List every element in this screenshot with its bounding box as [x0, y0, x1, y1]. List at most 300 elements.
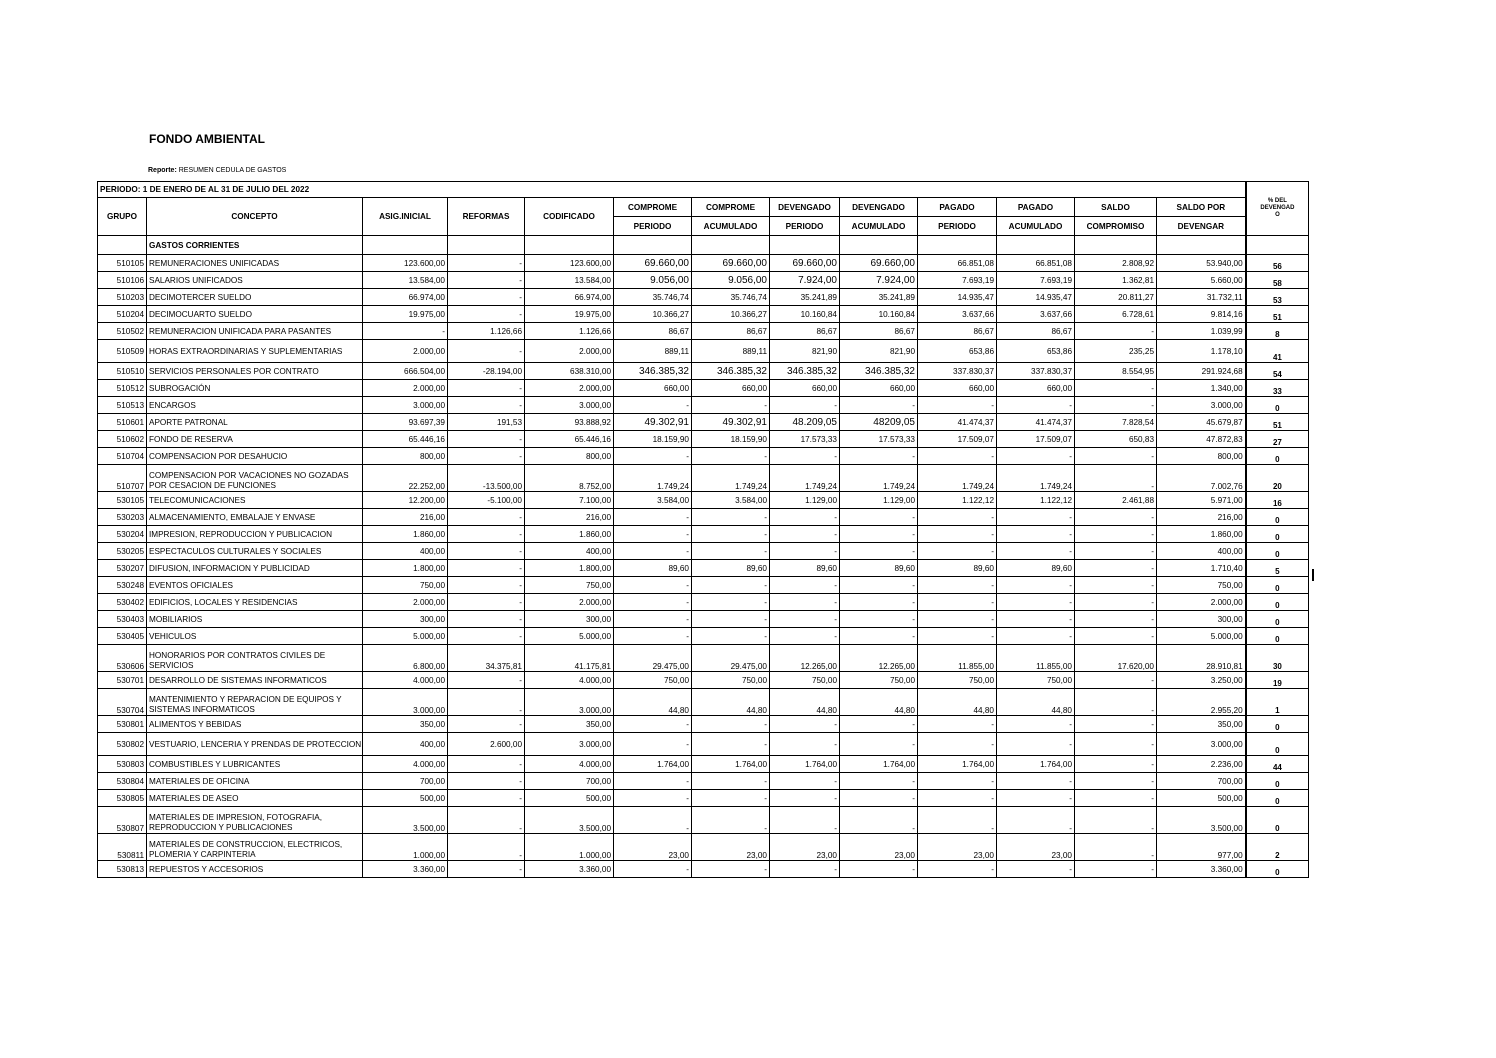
cell-dev-per: - [770, 790, 840, 807]
table-row [98, 543, 1309, 560]
cell-concepto: MATERIALES DE ASEO [147, 790, 363, 807]
cell-codificado: 1.000,00 [525, 834, 614, 861]
cell-reformas: - [448, 689, 525, 716]
cell-pct: 53 [1246, 289, 1309, 306]
cell-concepto: MATERIALES DE IMPRESION, FOTOGRAFIA, REPRODUCCION Y PUBLICACIONES [147, 807, 363, 834]
cell-concepto: COMPENSACION POR DESAHUCIO [147, 448, 363, 465]
cell-asig: 6.800,00 [363, 645, 448, 672]
cell-comp-acu: 23,00 [692, 834, 770, 861]
cell-comp-acu: - [692, 733, 770, 756]
cell-saldo-dev: 53.940,00 [1157, 255, 1246, 272]
cell-codificado: 700,00 [525, 773, 614, 790]
cell-dev-per: - [770, 448, 840, 465]
col-pag-per-2: PERIODO [918, 217, 997, 236]
cell-comp-acu: 1.764,00 [692, 756, 770, 773]
cell-codificado: 3.000,00 [525, 689, 614, 716]
cell-saldo-comp: - [1075, 380, 1157, 397]
cell-grupo: 530207 [98, 560, 147, 577]
cell-comp-acu: 346.385,32 [692, 363, 770, 380]
cell-saldo-comp: 235,25 [1075, 340, 1157, 363]
cell-pct: 0 [1246, 543, 1309, 560]
cell-pag-acu: - [997, 526, 1075, 543]
cell-pag-acu: 23,00 [997, 834, 1075, 861]
cell-pag-per: - [918, 509, 997, 526]
cell-dev-acu: - [840, 773, 918, 790]
cell-concepto: FONDO DE RESERVA [147, 431, 363, 448]
cell-reformas: - [448, 773, 525, 790]
cell-pag-acu: - [997, 773, 1075, 790]
cell-grupo: 510502 [98, 323, 147, 340]
cell-asig: 2.000,00 [363, 380, 448, 397]
col-saldo-comp-2: COMPROMISO [1075, 217, 1157, 236]
cell-dev-acu: 821,90 [840, 340, 918, 363]
cell-comp-per: 44,80 [614, 689, 692, 716]
cell-pag-per: 1.764,00 [918, 756, 997, 773]
cell-asig: 66.974,00 [363, 289, 448, 306]
cell-concepto: HONORARIOS POR CONTRATOS CIVILES DE SERVICIOS [147, 645, 363, 672]
cell-pct: 0 [1246, 526, 1309, 543]
col-saldo-comp-1: SALDO [1075, 198, 1157, 217]
cell-concepto: COMBUSTIBLES Y LUBRICANTES [147, 756, 363, 773]
cell-saldo-dev: 216,00 [1157, 509, 1246, 526]
cell-codificado: 638.310,00 [525, 363, 614, 380]
cell-pag-per: - [918, 773, 997, 790]
cell-comp-acu: 18.159,90 [692, 431, 770, 448]
table-row [98, 255, 1309, 272]
cell-comp-per: - [614, 790, 692, 807]
cell-grupo: 530801 [98, 716, 147, 733]
cell-concepto: DECIMOCUARTO SUELDO [147, 306, 363, 323]
col-comp-per-1: COMPROME [614, 198, 692, 217]
col-reformas: REFORMAS [448, 198, 525, 236]
cell-comp-acu: - [692, 526, 770, 543]
cell-asig: 2.000,00 [363, 340, 448, 363]
table-row [98, 716, 1309, 733]
cell-codificado: 123.600,00 [525, 255, 614, 272]
cell-saldo-dev: 750,00 [1157, 577, 1246, 594]
cell-codificado: 4.000,00 [525, 756, 614, 773]
cell-pag-acu: 1.122,12 [997, 492, 1075, 509]
cell-dev-per: 1.749,24 [770, 465, 840, 492]
cell-saldo-dev: 400,00 [1157, 543, 1246, 560]
cell-pct: 20 [1246, 465, 1309, 492]
cell-pct: 0 [1246, 594, 1309, 611]
table-row [98, 397, 1309, 414]
cell-pag-per: - [918, 716, 997, 733]
cell-saldo-comp: 8.554,95 [1075, 363, 1157, 380]
cell-comp-per: 29.475,00 [614, 645, 692, 672]
cell-concepto: EDIFICIOS, LOCALES Y RESIDENCIAS [147, 594, 363, 611]
cell-grupo: 530701 [98, 672, 147, 689]
cell-grupo: 530813 [98, 861, 147, 878]
table-row [98, 526, 1309, 543]
table-row [98, 363, 1309, 380]
cell-pct: 16 [1246, 492, 1309, 509]
cell-pag-per: 3.637,66 [918, 306, 997, 323]
cell-asig: 19.975,00 [363, 306, 448, 323]
cell-reformas: - [448, 756, 525, 773]
cell-codificado: 750,00 [525, 577, 614, 594]
cell-concepto: REPUESTOS Y ACCESORIOS [147, 861, 363, 878]
cell-saldo-comp: - [1075, 861, 1157, 878]
cell-pag-per: - [918, 543, 997, 560]
cell-dev-acu: - [840, 509, 918, 526]
cell-comp-per: 1.764,00 [614, 756, 692, 773]
cell-dev-per: 48.209,05 [770, 414, 840, 431]
cell-dev-acu: 660,00 [840, 380, 918, 397]
cell-dev-per: 12.265,00 [770, 645, 840, 672]
cell-saldo-dev: 500,00 [1157, 790, 1246, 807]
cell-grupo: 530803 [98, 756, 147, 773]
cell-grupo: 530805 [98, 790, 147, 807]
cell-saldo-comp: 2.808,92 [1075, 255, 1157, 272]
cell-reformas: - [448, 672, 525, 689]
cell-asig: 3.500,00 [363, 807, 448, 834]
cell-pct: 0 [1246, 397, 1309, 414]
cell-pag-acu: 337.830,37 [997, 363, 1075, 380]
cell-grupo: 510704 [98, 448, 147, 465]
cell-saldo-dev: 977,00 [1157, 834, 1246, 861]
cell-asig: 123.600,00 [363, 255, 448, 272]
cell-dev-acu: - [840, 733, 918, 756]
cell-saldo-comp: - [1075, 807, 1157, 834]
cell-saldo-dev: 300,00 [1157, 611, 1246, 628]
cell-comp-per: 49.302,91 [614, 414, 692, 431]
cell-dev-acu: - [840, 526, 918, 543]
cell-saldo-comp: 2.461,88 [1075, 492, 1157, 509]
cell-grupo: 510106 [98, 272, 147, 289]
cell-dev-per: - [770, 594, 840, 611]
cell-dev-acu: - [840, 790, 918, 807]
section-label: GASTOS CORRIENTES [147, 236, 363, 255]
cell-concepto: DIFUSION, INFORMACION Y PUBLICIDAD [147, 560, 363, 577]
cell-concepto: SERVICIOS PERSONALES POR CONTRATO [147, 363, 363, 380]
pct-header-3: O [1275, 212, 1280, 218]
cell-grupo: 510203 [98, 289, 147, 306]
cell-comp-per: 18.159,90 [614, 431, 692, 448]
cell-saldo-dev: 700,00 [1157, 773, 1246, 790]
cell-dev-acu: - [840, 861, 918, 878]
cell-grupo: 510510 [98, 363, 147, 380]
table-row [98, 689, 1309, 716]
cell-comp-acu: - [692, 716, 770, 733]
cell-grupo: 530704 [98, 689, 147, 716]
cell-comp-per: - [614, 807, 692, 834]
cell-comp-acu: - [692, 611, 770, 628]
cell-codificado: 3.500,00 [525, 807, 614, 834]
cell-pag-per: 66.851,08 [918, 255, 997, 272]
cell-grupo: 510707 [98, 465, 147, 492]
cell-dev-per: 7.924,00 [770, 272, 840, 289]
cell-asig: 2.000,00 [363, 594, 448, 611]
cursor-mark [1312, 569, 1314, 581]
cell-dev-per: 89,60 [770, 560, 840, 577]
cell-concepto: MOBILIARIOS [147, 611, 363, 628]
cell-concepto: EVENTOS OFICIALES [147, 577, 363, 594]
cell-dev-acu: - [840, 628, 918, 645]
cell-pag-acu: - [997, 716, 1075, 733]
cell-comp-acu: 49.302,91 [692, 414, 770, 431]
cell-reformas: - [448, 790, 525, 807]
cell-saldo-comp: 20.811,27 [1075, 289, 1157, 306]
cell-comp-per: - [614, 577, 692, 594]
cell-dev-acu: - [840, 611, 918, 628]
cell-pag-acu: - [997, 790, 1075, 807]
table-row [98, 431, 1309, 448]
col-concepto: CONCEPTO [147, 198, 363, 236]
cell-reformas: - [448, 716, 525, 733]
cell-pct: 0 [1246, 577, 1309, 594]
table-row [98, 773, 1309, 790]
cell-dev-per: - [770, 543, 840, 560]
expense-table [97, 181, 1309, 878]
cell-asig: 22.252,00 [363, 465, 448, 492]
cell-comp-acu: 889,11 [692, 340, 770, 363]
table-row [98, 628, 1309, 645]
cell-concepto: TELECOMUNICACIONES [147, 492, 363, 509]
cell-dev-per: - [770, 577, 840, 594]
cell-saldo-dev: 1.039,99 [1157, 323, 1246, 340]
cell-comp-acu: 86,67 [692, 323, 770, 340]
cell-concepto: ENCARGOS [147, 397, 363, 414]
pct-header-2: DEVENGAD [1260, 205, 1295, 211]
cell-concepto: DESARROLLO DE SISTEMAS INFORMATICOS [147, 672, 363, 689]
cell-saldo-comp: - [1075, 773, 1157, 790]
cell-reformas: - [448, 397, 525, 414]
table-row [98, 492, 1309, 509]
cell-comp-acu: 750,00 [692, 672, 770, 689]
table-row [98, 306, 1309, 323]
cell-grupo: 530105 [98, 492, 147, 509]
cell-pag-acu: 14.935,47 [997, 289, 1075, 306]
cell-codificado: 93.888,92 [525, 414, 614, 431]
cell-concepto: ESPECTACULOS CULTURALES Y SOCIALES [147, 543, 363, 560]
table-row [98, 645, 1309, 672]
cell-pct: 51 [1246, 306, 1309, 323]
cell-concepto: VEHICULOS [147, 628, 363, 645]
cell-dev-acu: 346.385,32 [840, 363, 918, 380]
col-asig: ASIG.INICIAL [363, 198, 448, 236]
table-row [98, 272, 1309, 289]
cell-saldo-comp: - [1075, 628, 1157, 645]
cell-saldo-comp: - [1075, 543, 1157, 560]
cell-concepto: MATERIALES DE OFICINA [147, 773, 363, 790]
cell-saldo-dev: 2.955,20 [1157, 689, 1246, 716]
cell-asig: 800,00 [363, 448, 448, 465]
cell-pag-acu: - [997, 611, 1075, 628]
col-dev-per-1: DEVENGADO [770, 198, 840, 217]
cell-saldo-comp: - [1075, 733, 1157, 756]
cell-grupo: 510602 [98, 431, 147, 448]
cell-reformas: - [448, 628, 525, 645]
cell-codificado: 3.000,00 [525, 733, 614, 756]
cell-saldo-dev: 1.340,00 [1157, 380, 1246, 397]
cell-reformas: - [448, 560, 525, 577]
cell-dev-acu: 48209,05 [840, 414, 918, 431]
cell-codificado: 65.446,16 [525, 431, 614, 448]
cell-pct: 0 [1246, 628, 1309, 645]
report-value: RESUMEN CEDULA DE GASTOS [178, 167, 287, 174]
cell-comp-acu: 89,60 [692, 560, 770, 577]
cell-pag-acu: 653,86 [997, 340, 1075, 363]
cell-pag-per: 86,67 [918, 323, 997, 340]
cell-asig: 400,00 [363, 733, 448, 756]
cell-pag-acu: 66.851,08 [997, 255, 1075, 272]
cell-comp-acu: - [692, 773, 770, 790]
cell-dev-per: - [770, 526, 840, 543]
cell-saldo-dev: 7.002,76 [1157, 465, 1246, 492]
cell-pct: 27 [1246, 431, 1309, 448]
cell-grupo: 510204 [98, 306, 147, 323]
cell-pct: 54 [1246, 363, 1309, 380]
cell-pag-acu: - [997, 594, 1075, 611]
cell-pag-per: - [918, 594, 997, 611]
cell-saldo-dev: 3.360,00 [1157, 861, 1246, 878]
cell-asig: 216,00 [363, 509, 448, 526]
cell-comp-acu: 69.660,00 [692, 255, 770, 272]
cell-saldo-dev: 45.679,87 [1157, 414, 1246, 431]
cell-pag-per: 1.749,24 [918, 465, 997, 492]
cell-saldo-dev: 350,00 [1157, 716, 1246, 733]
cell-dev-per: - [770, 773, 840, 790]
cell-comp-per: - [614, 448, 692, 465]
cell-grupo: 530203 [98, 509, 147, 526]
cell-reformas: - [448, 306, 525, 323]
cell-asig: 65.446,16 [363, 431, 448, 448]
cell-reformas: - [448, 594, 525, 611]
cell-dev-per: 821,90 [770, 340, 840, 363]
cell-comp-acu: 1.749,24 [692, 465, 770, 492]
cell-concepto: SUBROGACIÓN [147, 380, 363, 397]
cell-concepto: IMPRESION, REPRODUCCION Y PUBLICACION [147, 526, 363, 543]
cell-pag-per: 44,80 [918, 689, 997, 716]
cell-dev-per: 750,00 [770, 672, 840, 689]
cell-pag-per: 750,00 [918, 672, 997, 689]
cell-comp-acu: 29.475,00 [692, 645, 770, 672]
cell-comp-acu: 9.056,00 [692, 272, 770, 289]
cell-pag-per: 41.474,37 [918, 414, 997, 431]
cell-saldo-comp: - [1075, 790, 1157, 807]
cell-dev-per: - [770, 807, 840, 834]
cell-comp-per: - [614, 594, 692, 611]
cell-asig: 12.200,00 [363, 492, 448, 509]
cell-pct: 41 [1246, 340, 1309, 363]
report-line [148, 167, 286, 174]
cell-saldo-dev: 800,00 [1157, 448, 1246, 465]
cell-dev-acu: 44,80 [840, 689, 918, 716]
cell-saldo-comp: - [1075, 465, 1157, 492]
cell-asig: 13.584,00 [363, 272, 448, 289]
cell-concepto: REMUNERACION UNIFICADA PARA PASANTES [147, 323, 363, 340]
cell-reformas: 1.126,66 [448, 323, 525, 340]
cell-comp-acu: - [692, 790, 770, 807]
cell-pct: 0 [1246, 807, 1309, 834]
cell-asig: 666.504,00 [363, 363, 448, 380]
cell-comp-acu: 10.366,27 [692, 306, 770, 323]
cell-codificado: 8.752,00 [525, 465, 614, 492]
cell-comp-acu: 3.584,00 [692, 492, 770, 509]
cell-comp-per: 750,00 [614, 672, 692, 689]
cell-reformas: 191,53 [448, 414, 525, 431]
cell-saldo-dev: 9.814,16 [1157, 306, 1246, 323]
cell-saldo-dev: 3.000,00 [1157, 397, 1246, 414]
cell-pag-per: 7.693,19 [918, 272, 997, 289]
table-row [98, 289, 1309, 306]
cell-concepto: HORAS EXTRAORDINARIAS Y SUPLEMENTARIAS [147, 340, 363, 363]
cell-reformas: - [448, 543, 525, 560]
cell-dev-acu: - [840, 543, 918, 560]
cell-comp-per: - [614, 773, 692, 790]
cell-saldo-comp: - [1075, 448, 1157, 465]
cell-comp-per: 660,00 [614, 380, 692, 397]
cell-grupo: 510601 [98, 414, 147, 431]
cell-pag-per: - [918, 790, 997, 807]
cell-dev-acu: 23,00 [840, 834, 918, 861]
cell-asig: 400,00 [363, 543, 448, 560]
cell-asig: 3.000,00 [363, 397, 448, 414]
cell-saldo-dev: 47.872,83 [1157, 431, 1246, 448]
cell-comp-acu: 660,00 [692, 380, 770, 397]
table-row [98, 861, 1309, 878]
cell-grupo: 530802 [98, 733, 147, 756]
cell-asig: 5.000,00 [363, 628, 448, 645]
cell-pct: 56 [1246, 255, 1309, 272]
cell-comp-acu: - [692, 577, 770, 594]
cell-pct: 0 [1246, 509, 1309, 526]
cell-codificado: 41.175,81 [525, 645, 614, 672]
cell-comp-per: 35.746,74 [614, 289, 692, 306]
cell-reformas: - [448, 611, 525, 628]
col-codificado: CODIFICADO [525, 198, 614, 236]
cell-asig: 500,00 [363, 790, 448, 807]
cell-dev-acu: 1.749,24 [840, 465, 918, 492]
cell-pag-per: - [918, 577, 997, 594]
cell-pag-acu: 750,00 [997, 672, 1075, 689]
cell-reformas: -13.500,00 [448, 465, 525, 492]
cell-comp-acu: 44,80 [692, 689, 770, 716]
cell-saldo-comp: - [1075, 509, 1157, 526]
cell-comp-acu: - [692, 509, 770, 526]
col-dev-per-2: PERIODO [770, 217, 840, 236]
cell-reformas: - [448, 807, 525, 834]
cell-comp-acu: - [692, 448, 770, 465]
cell-grupo: 530204 [98, 526, 147, 543]
cell-reformas: - [448, 340, 525, 363]
cell-concepto: DECIMOTERCER SUELDO [147, 289, 363, 306]
cell-dev-per: 1.129,00 [770, 492, 840, 509]
cell-dev-acu: 69.660,00 [840, 255, 918, 272]
cell-dev-per: 69.660,00 [770, 255, 840, 272]
cell-grupo: 530807 [98, 807, 147, 834]
cell-comp-per: 9.056,00 [614, 272, 692, 289]
cell-pag-per: 653,86 [918, 340, 997, 363]
cell-concepto: SALARIOS UNIFICADOS [147, 272, 363, 289]
cell-pag-acu: - [997, 448, 1075, 465]
cell-comp-acu: - [692, 543, 770, 560]
periodo-label: PERIODO: 1 DE ENERO DE AL 31 DE JULIO DEL 2022 [98, 182, 1246, 198]
cell-asig: - [363, 323, 448, 340]
col-dev-acu-1: DEVENGADO [840, 198, 918, 217]
cell-comp-per: 10.366,27 [614, 306, 692, 323]
cell-dev-acu: - [840, 577, 918, 594]
cell-comp-per: 86,67 [614, 323, 692, 340]
cell-comp-acu: - [692, 861, 770, 878]
cell-grupo: 530606 [98, 645, 147, 672]
cell-pct: 0 [1246, 790, 1309, 807]
col-saldo-dev-1: SALDO POR [1157, 198, 1246, 217]
cell-pag-per: 14.935,47 [918, 289, 997, 306]
cell-pag-acu: 3.637,66 [997, 306, 1075, 323]
